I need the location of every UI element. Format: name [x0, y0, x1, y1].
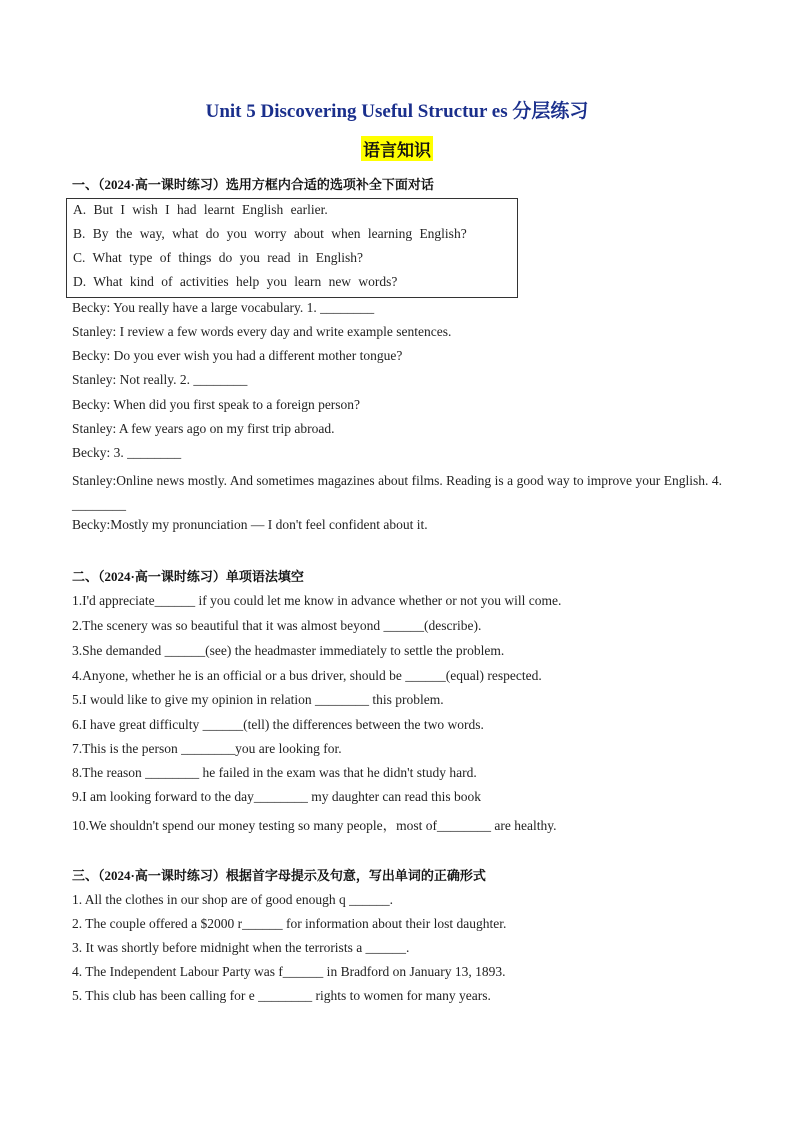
option-a: A. But I wish I had learnt English earlier.: [73, 202, 328, 217]
grammar-item: 2.The scenery was so beautiful that it was almost beyond ______(describe).: [72, 618, 482, 633]
grammar-item: 4.Anyone, whether he is an official or a bus driver, should be ______(equal) respected.: [72, 668, 542, 683]
subtitle-wrap: [0, 136, 794, 161]
grammar-item: 6.I have great difficulty ______(tell) the differences between the two words.: [72, 717, 484, 732]
option-b: B. By the way, what do you worry about when learning English?: [73, 226, 467, 241]
grammar-item: 9.I am looking forward to the day________ my daughter can read this book: [72, 789, 482, 804]
subtitle-highlight: 语言知识: [361, 136, 433, 161]
dialogue-line-wrapped: Stanley:Online news mostly. And sometimes magazines about films. Reading is a good way to improve your English. 4. ________: [72, 473, 722, 512]
grammar-item: 7.This is the person ________you are looking for.: [72, 741, 342, 756]
dialogue-line: Stanley: I review a few words every day and write example sentences.: [72, 324, 452, 339]
option-d: D. What kind of activities help you learn new words?: [73, 274, 398, 289]
grammar-item: 5.I would like to give my opinion in relation ________ this problem.: [72, 692, 444, 707]
section2-heading: 二、（2024·高一课时练习）单项语法填空: [72, 569, 304, 584]
page-title: Unit 5 Discovering Useful Structur es 分层练习: [205, 101, 589, 122]
section1-heading: 一、（2024·高一课时练习）选用方框内合适的选项补全下面对话: [72, 177, 434, 192]
grammar-item: 1.I'd appreciate______ if you could let me know in advance whether or not you will come.: [72, 593, 562, 608]
dialogue-line: Becky: When did you first speak to a foreign person?: [72, 397, 361, 412]
word-form-item: 4. The Independent Labour Party was f______ in Bradford on January 13, 1893.: [72, 964, 506, 979]
dialogue-line: Stanley: Not really. 2. ________: [72, 372, 248, 387]
word-form-item: 3. It was shortly before midnight when the terrorists a ______.: [72, 940, 410, 955]
grammar-item: 10.We shouldn't spend our money testing so many people，most of________ are healthy.: [72, 818, 557, 833]
grammar-item: 8.The reason ________ he failed in the exam was that he didn't study hard.: [72, 765, 477, 780]
dialogue-line: Becky: You really have a large vocabulary. 1. ________: [72, 300, 375, 315]
option-c: C. What type of things do you read in English?: [73, 250, 363, 265]
dialogue-line: Becky: Do you ever wish you had a different mother tongue?: [72, 348, 403, 363]
word-form-item: 2. The couple offered a $2000 r______ for information about their lost daughter.: [72, 916, 507, 931]
section3-heading: 三、（2024·高一课时练习）根据首字母提示及句意，写出单词的正确形式: [72, 868, 486, 883]
word-form-item: 1. All the clothes in our shop are of good enough q ______.: [72, 892, 393, 907]
dialogue-line: Stanley: A few years ago on my first trip abroad.: [72, 421, 335, 436]
grammar-item: 3.She demanded ______(see) the headmaster immediately to settle the problem.: [72, 643, 505, 658]
dialogue-line: Becky:Mostly my pronunciation — I don't feel confident about it.: [72, 517, 428, 532]
word-form-item: 5. This club has been calling for e ________ rights to women for many years.: [72, 988, 491, 1003]
options-box: [66, 198, 518, 298]
dialogue-line: Becky: 3. ________: [72, 445, 182, 460]
